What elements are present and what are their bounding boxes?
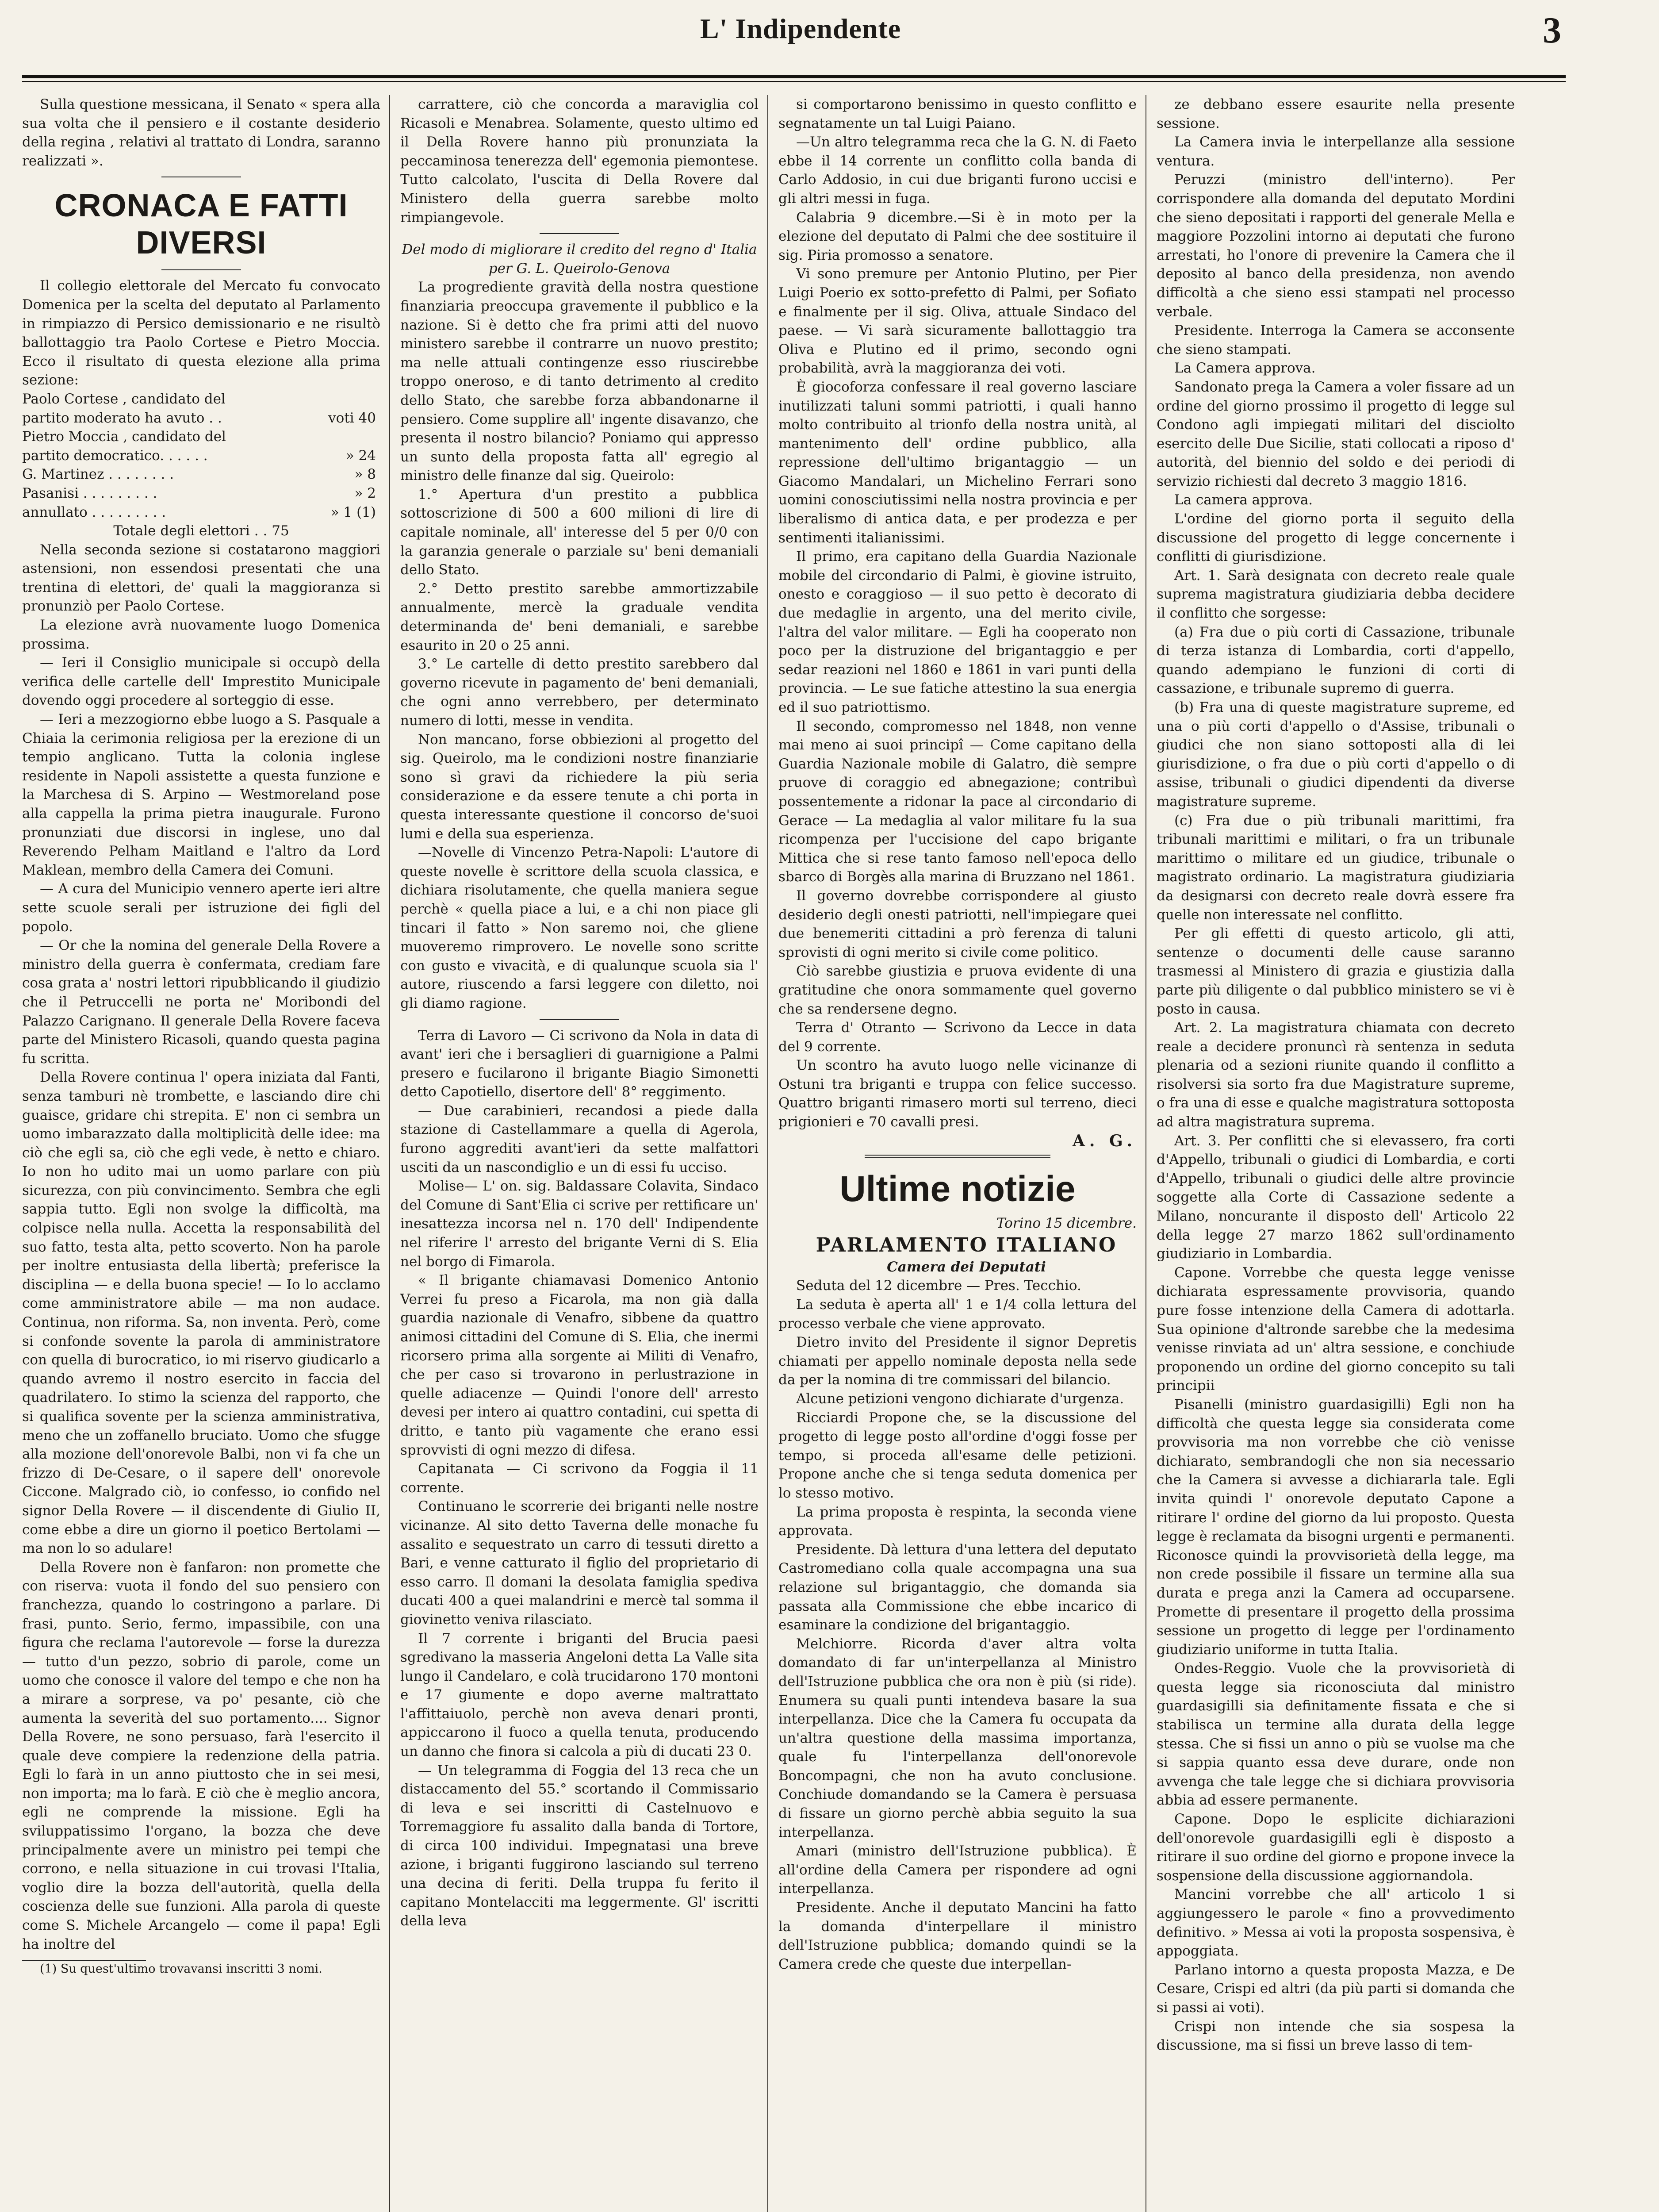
article-paragraph: (a) Fra due o più corti di Cassazione, tribunale di terza istanza di Lombardia, corti d'appello, quando adempiano le funzioni di corti di cassazione, e tribunale supremo di guerra.	[1157, 624, 1515, 697]
article-paragraph: Presidente. Anche il deputato Mancini ha fatto la domanda d'interpellare il ministro dell'Istruzione pubblica; domando quindi se la Camera crede che queste due interpellan-	[778, 1900, 1137, 1972]
page-number: 3	[1543, 10, 1561, 51]
article-paragraph: 1.° Apertura d'un prestito a pubblica sottoscrizione di 500 a 600 milioni di lire di capitale nominale, all' interesse del 5 per 0/0 con la garanzia generale o parziale su' beni demaniali dello Stato.	[400, 486, 759, 578]
article-paragraph: Della Rovere non è fanfaron: non promette che con riserva: vuota il fondo del suo pensiero con franchezza, quando lo costringono a parlare. Di frasi, punto. Serio, fermo, impassibile, con una figura che reclama l'autorevole — forse la durezza — tutto d'un pezzo, sobrio di parole, come un uomo che conosce il valore del tempo e che non ha a mirare a sorprese, va po' pesante, ciò che aumenta la severità del suo portamento.... Signor Della Rovere, ne sono persuaso, farà l'esercito il quale deve compiere la redenzione della patria. Egli lo farà in un anno piuttosto che in sei mesi, non importa; ma lo farà. E ciò che è meglio ancora, egli ne comprende la missione. Egli ha sviluppatissimo l'organo, la bozza che deve principalmente avere un ministro pei tempi che corrono, e nella situazione in cui trovasi l'Italia, voglio dire la bozza dell'autorità, quella della coscienza delle sue funzioni. Alla parola di queste come S. Michele Arcangelo — come il papa! Egli ha inoltre del	[22, 1559, 380, 1952]
article-paragraph: — Un telegramma di Foggia del 13 reca che un distaccamento del 55.° scortando il Commissario di leva e sei inscritti di Castelnuovo e Torremaggiore fu assalito dalla banda di Tortore, di circa 100 individui. Impegnatasi una breve azione, i briganti fuggirono lasciando sul terreno una decina di feriti. Della truppa fu ferito il capitano Montelacciti ma leggermente. Gl' iscritti della leva	[400, 1762, 759, 1929]
result-value	[307, 427, 380, 446]
divider	[540, 1019, 619, 1020]
article-paragraph: —Novelle di Vincenzo Petra-Napoli: L'autore di queste novelle è scrittore della scuola classica, e dichiara risolutamente, che quella maniera segue perchè « quella piace a lui, e a chi non piace gli tincari il fatto » Non saremo noi, che gliene muoveremo rimprovero. Le novelle sono scritte con gusto e vivacità, e di qualunque scuola sia l' autore, riuscendo a farsi leggere con diletto, noi gli diamo ragione.	[400, 845, 759, 1011]
article-paragraph: — Or che la nomina del generale Della Rovere a ministro della guerra è confermata, crediam fare cosa grata a' nostri lettori ripubblicando il giudizio che il Petruccelli ne porta ne' Moribondi del Palazzo Carignano. Il generale Della Rovere faceva parte del Ministero Ricasoli, quando questa pagina fu scritta.	[22, 937, 380, 1067]
column-3	[778, 95, 1137, 2212]
article-paragraph: Capone. Vorrebbe che questa legge venisse dichiarata espressamente provvisoria, quando pure fosse intenzione della Camera di adottarla. Sua opinione d'altronde sarebbe che la medesima venisse rinviata ad un' altra sessione, e conchiude proponendo un ordine del giorno concepito su tali principii	[1157, 1264, 1515, 1394]
column-4	[1157, 95, 1515, 2212]
divider	[865, 1155, 1050, 1158]
table-row	[22, 484, 380, 503]
article-paragraph: Alcune petizioni vengono dichiarate d'urgenza.	[796, 1391, 1124, 1407]
column-1	[22, 95, 380, 2212]
article-paragraph: Crispi non intende che sia sospesa la discussione, ma si fissi un breve lasso di tem-	[1157, 2018, 1515, 2054]
article-paragraph: Molise— L' on. sig. Baldassare Colavita, Sindaco del Comune di Sant'Elia ci scrive per rettificare un' inesattezza incorsa nel n. 170 dell' Indipendente nel riferire l' arresto del brigante Verni di S. Elia nel borgo di Fimarola.	[400, 1178, 759, 1270]
result-value	[307, 390, 380, 409]
article-paragraph: Non mancano, forse obbiezioni al progetto del sig. Queirolo, ma le condizioni nostre finanziarie sono sì gravi da richiedere la più seria considerazione e da essere tenute a chi porta in questa interessante questione il concorso de'suoi lumi e della sua esperienza.	[400, 731, 759, 842]
article-paragraph: si comportarono benissimo in questo conflitto e segnatamente un tal Luigi Paiano.	[778, 96, 1137, 131]
article-paragraph: La camera approva.	[1174, 492, 1313, 508]
result-value: » 1 (1)	[330, 504, 376, 520]
table-row	[22, 427, 380, 446]
result-value: » 8	[354, 466, 376, 483]
article-paragraph: (c) Fra due o più tribunali marittimi, fra tribunali marittimi e militari, o fra un tribunale marittimo o militare ed un giudice, tribunale o magistrato ordinario. La magistratura giudiziaria da designarsi con decreto reale dovrà essere fra quelle non interessate nel conflitto.	[1157, 812, 1515, 923]
article-paragraph: Parlano intorno a questa proposta Mazza, e De Cesare, Crispi ed altri (da più parti si domanda che si passi ai voti).	[1157, 1962, 1515, 2016]
article-paragraph: Peruzzi (ministro dell'interno). Per corrispondere alla domanda del deputato Mordini che sieno depositati i rapporti del generale Mella e maggiore Pozzolini intorno ai deputati che furono arrestati, ho l'onore di prevenire la Camera che il deposito al banco della presidenza, non avendo difficoltà a che sieno essi stampati nel processo verbale.	[1157, 172, 1515, 320]
article-paragraph: — Ieri a mezzogiorno ebbe luogo a S. Pasquale a Chiaia la cerimonia religiosa per la erezione di un tempio anglicano. Tutta la colonia inglese residente in Napoli assistette a questa funzione e la Marchesa di S. Arpino — Westmoreland pose alla cappella la prima pietra inaugurale. Furono pronunziati due discorsi in inglese, uno dal Reverendo Pelham Maitland e l'altro da Lord Maklean, membro della Camera dei Comuni.	[22, 711, 380, 878]
article-paragraph: La Camera approva.	[1174, 360, 1316, 376]
divider	[161, 269, 241, 270]
article-paragraph: Terra di Lavoro — Ci scrivono da Nola in data di avant' ieri che i bersaglieri di guarnigione a Palmi presero e fucilarono il brigante Biagio Simonetti detto Capotiello, disertore dell' 8° reggimento.	[400, 1027, 759, 1100]
article-paragraph: Capone. Dopo le esplicite dichiarazioni dell'onorevole guardasigilli egli è disposto a ritirare il suo ordine del giorno e propone invece la sospensione della discussione aggiornandola.	[1157, 1811, 1515, 1884]
article-paragraph: Pisanelli (ministro guardasigilli) Egli non ha difficoltà che questa legge sia considerata come provvisoria ma non vorrebbe che ciò venisse dichiarato, sembrandogli che non sia necessario che la Camera si avvesse a dichiararla tale. Egli invita quindi l' onorevole deputato Capone a ritirare l' ordine del giorno da lui proposto. Questa legge è reclamata da bisogni urgenti e permanenti. Riconosce quindi la provvisorietà della legge, ma non crede possibile il fissare un termine alla sua durata e prega anzi la Camera ad occuparsene. Promette di presentare il progetto della prossima sessione un progetto di legge per l'ordinamento giudiziario uniforme in tutta Italia.	[1157, 1396, 1515, 1658]
article-paragraph: Ciò sarebbe giustizia e pruova evidente di una gratitudine che onora sommamente quel governo che sa rendersene degno.	[778, 963, 1137, 1017]
article-paragraph: Presidente. Dà lettura d'una lettera del deputato Castromediano colla quale accompagna una sua relazione sul brigantaggio, che domanda sia passata alla Commissione che ebbe incarico di esaminare la condizione del brigantaggio.	[778, 1541, 1137, 1633]
article-paragraph: Il governo dovrebbe corrispondere al giusto desiderio degli onesti patriotti, nell'impiegare quei due benemeriti cittadini a prò ferenza di taluni sprovisti di ogni merito si civile come politico.	[778, 887, 1137, 960]
article-paragraph: carrattere, ciò che concorda a maraviglia col Ricasoli e Menabrea. Solamente, questo ultimo ed il Della Rovere hanno più pronunziata la peccaminosa tenerezza dell' egemonia piemontese. Tutto calcolato, l'uscita di Della Rovere dal Ministero della guerra sarebbe molto rimpiangevole.	[400, 96, 759, 226]
parliament-heading: PARLAMENTO ITALIANO	[816, 1233, 1117, 1256]
article-paragraph: Art. 1. Sarà designata con decreto reale quale suprema magistratura giudiziaria debba decidere il conflitto che sorgesse:	[1157, 567, 1515, 622]
article-paragraph: — A cura del Municipio vennero aperte ieri altre sette scuole serali per istruzione dei figli del popolo.	[22, 881, 380, 935]
article-paragraph: Amari (ministro dell'Istruzione pubblica). È all'ordine della Camera per rispondere ad ogni interpellanza.	[778, 1843, 1137, 1897]
article-paragraph: La elezione avrà nuovamente luogo Domenica prossima.	[22, 617, 380, 652]
result-value: » 2	[354, 485, 376, 501]
table-row	[22, 409, 380, 428]
article-paragraph: Melchiorre. Ricorda d'aver altra volta domandato di far un'interpellanza al Ministro dell'Istruzione pubblica che ora non è più (si ride). Enumera su quali punti intendeva basare la sua interpellanza. Dice che la Camera fu occupata da un'altra questione della massima importanza, quale fu l'interpellanza dell'onorevole Boncompagni, che non ha avuto conclusione. Conchiude domandando se la Camera è persuasa di fissare un giorno perchè abbia seguito la sua interpellanza.	[778, 1636, 1137, 1840]
article-paragraph: Art. 2. La magistratura chiamata con decreto reale a decidere pronuncì rà sentenza in seduta plenaria od a sezioni riunite quando il conflitto a risolversi sia sorto fra due Magistrature supreme, o fra una di esse e qualche magistratura sottoposta ad altra magistratura suprema.	[1157, 1020, 1515, 1130]
result-label: partito democratico. . . . . .	[22, 447, 208, 464]
article-paragraph: La seduta è aperta all' 1 e 1/4 colla lettura del processo verbale che viene approvato.	[778, 1297, 1137, 1332]
article-paragraph: Dietro invito del Presidente il signor Depretis chiamati per appello nominale deposta nella sede da per la nomina di tre commissari del bilancio.	[778, 1334, 1137, 1388]
article-paragraph: La progrediente gravità della nostra questione finanziaria preoccupa gravemente il pubblico e la nazione. Si è detto che fra primi atti del nuovo ministero sarebbe il contrarre un nuovo prestito; ma nelle attuali contingenze esso riuscirebbe troppo oneroso, e di tanto detrimento al credito dello Stato, che sarebbe forza abbandonarne il pensiero. Come supplire all' ingente disavanzo, che presenta il nostro bilancio? Poniamo qui appresso un sunto della proposta fatta all' egregio al ministro delle finanze dal sig. Queirolo:	[400, 279, 759, 484]
table-row	[22, 390, 380, 409]
newspaper-title: L' Indipendente	[700, 13, 901, 44]
article-paragraph: Il secondo, compromesso nel 1848, non venne mai meno ai suoi principî — Come capitano della Guardia Nazionale mobile di Galatro, diè sempre pruove di coraggio ed abnegazione; contribuì possentemente a ridonar la pace al circondario di Gerace — La medaglia al valor militare fu la sua ricompenza per l'uccisione del capo brigante Mittica che si rese tanto famoso nell'epoca dello sbarco di Borgès alla marina di Bruzzano nel 1861.	[778, 718, 1137, 885]
result-label: annullato . . . . . . . . .	[22, 504, 166, 520]
article-paragraph: Un scontro ha avuto luogo nelle vicinanze di Ostuni tra briganti e truppa con felice successo. Quattro briganti rimasero morti sul terreno, dieci prigionieri e 70 cavalli presi.	[778, 1057, 1137, 1130]
article-paragraph: ze debbano essere esaurite nella presente sessione.	[1157, 96, 1515, 131]
article-paragraph: Il collegio elettorale del Mercato fu convocato Domenica per la scelta del deputato al Parlamento in rimpiazzo di Persico demissionario e ne risultò ballottaggio tra Paolo Cortese e Pietro Moccia. Ecco il risultato di questa elezione alla prima sezione:	[22, 278, 380, 388]
section-headline: Ultime notizie	[839, 1169, 1076, 1210]
article-paragraph: Capitanata — Ci scrivono da Foggia il 11 corrente.	[400, 1461, 759, 1496]
article-paragraph: — Due carabinieri, recandosi a piede dalla stazione di Castellammare a quella di Agerola, furono aggrediti avant'ieri da sette malfattori usciti da un nascondiglio e un di essi fu ucciso.	[400, 1102, 759, 1175]
table-row	[22, 446, 380, 465]
article-paragraph: La prima proposta è respinta, la seconda viene approvata.	[778, 1504, 1137, 1539]
article-paragraph: (b) Fra una di queste magistrature supreme, ed una o più corti d'appello o d'Assise, tribunali o giudici che non siano sottoposti alla di lei giurisdizione, o fra due o più corti d'appello o di assise, tribunali o giudici dipendenti da diverse magistrature supreme.	[1157, 699, 1515, 810]
article-paragraph: Ondes-Reggio. Vuole che la provvisorietà di questa legge sia riconosciuta dal ministro guardasigilli sia definitamente fissata e che si stabilisca un termine alla durata della legge stessa. Che si fissi un anno o più se vuolse ma che si sappia quanto essa deve durare, onde non avvenga che tale legge che si dichiara provvisoria abbia ad essere permanente.	[1157, 1660, 1515, 1809]
article-paragraph: —Un altro telegramma reca che la G. N. di Faeto ebbe il 14 corrente un conflitto colla banda di Carlo Addosio, in cui due briganti furono uccisi e gli altri messi in fuga.	[778, 134, 1137, 207]
article-paragraph: Il primo, era capitano della Guardia Nazionale mobile del circondario di Palmi, è giovine istruito, onesto e coraggioso — il suo petto è decorato di due medaglie in argento, una del merito civile, l'altra del valor militare. — Egli ha cooperato non poco per la distruzione del brigantaggio e per sedar reazioni nel 1860 e 1861 in vari punti della provincia. — Le sue fatiche attestino la sua energia ed il suo patriottismo.	[778, 549, 1137, 715]
footnote: (1) Su quest'ultimo trovavansi inscritti 3 nomi.	[40, 1962, 322, 1976]
article-paragraph: Continuano le scorrerie dei briganti nelle nostre vicinanze. Al sito detto Taverna delle monache fu assalito e sequestrato un carro di tessuti diretto a Bari, e venne catturato il figlio del proprietario di esso carro. Il domani la desolata famiglia spediva ducati 400 a quei malandrini e mercè tal somma il giovinetto veniva rilasciato.	[400, 1498, 759, 1628]
article-paragraph: La Camera invia le interpellanze alla sessione ventura.	[1157, 134, 1515, 169]
article-paragraph: L'ordine del giorno porta il seguito della discussione del progetto di legge concernente i conflitti di giurisdizione.	[1157, 511, 1515, 565]
article-paragraph: Calabria 9 dicembre.—Si è in moto per la elezione del deputato di Palmi che dee sostituire il sig. Piria promosso a senatore.	[778, 209, 1137, 263]
article-paragraph: Seduta del 12 dicembre — Pres. Tecchio.	[796, 1278, 1081, 1294]
article-paragraph: Della Rovere continua l' opera iniziata dal Fanti, senza tamburi nè trombette, e lasciando dire chi guaisce, gridare chi strepita. E' non ci sembra un uomo imbarazzato dalla moltiplicità delle idee: ma ciò che egli sa, ciò che egli vede, è netto e chiaro. Io non ho udito mai un uomo parlare con più sicurezza, con più convincimento. Sembra che egli sappia tutto. Egli non svolge la difficoltà, ma colpisce nella nulla. Accetta la responsabilità del suo fatto, testa alta, petto scoverto. Non ha parole per inoltre entusiasta della libertà; preferisce la disciplina — e della buona specie! — Io lo acclamo come amministratore abile — ma non audace. Continua, non riforma. Sa, non inventa. Però, come si confonde sovente la parola di amministratore con quella di burocratico, io mi riservo giudicarlo a quando avremo il nostro esercito in faccia del quadrilatero. Io stimo la scienza del rapporto, che si qualifica sovente per la scienza amministrativa, meno che un zoffanello bruciato. Uomo che sfugge alla mozione dell'onorevole Balbi, non vi fa che un frizzo di De-Cesare, o il sapere dell' onorevole Ciccone. Malgrado ciò, io confesso, io confido nel signor Della Rovere — il discendente di Giulio II, come ebbe a dire un giorno il poetico Bertolami — ma non lo so adulare!	[22, 1069, 380, 1557]
dateline: Torino 15 dicembre.	[996, 1215, 1137, 1232]
article-paragraph: 2.° Detto prestito sarebbe ammortizzabile annualmente, mercè la graduale vendita determinanda de' beni demaniali, e sarebbe esaurito in 20 o 25 anni.	[400, 580, 759, 653]
divider	[540, 233, 619, 234]
result-label: Pasanisi . . . . . . . . .	[22, 485, 157, 501]
article-subheading: Del modo di migliorare il credito del regno d' Italia per G. L. Queirolo-Genova	[402, 242, 757, 276]
election-results-table	[22, 390, 380, 522]
article-paragraph: 3.° Le cartelle di detto prestito sarebbero dal governo ricevute in pagamento de' beni demaniali, che ogni anno verrebbero, per determinato numero di lotti, messe in vendita.	[400, 656, 759, 729]
article-paragraph: Mancini vorrebbe che all' articolo 1 si aggiungessero le parole « fino a provvedimento definitivo. » Messa ai voti la proposta sospensiva, è appoggiata.	[1157, 1886, 1515, 1959]
result-label: Paolo Cortese , candidato del	[22, 391, 226, 407]
column-2	[400, 95, 759, 2212]
article-paragraph: Sulla questione messicana, il Senato « spera alla sua volta che il pensiero e il costante desiderio della regina , relativi al trattato di Londra, saranno realizzati ».	[22, 96, 380, 169]
total-voters: Totale degli elettori . . 75	[113, 523, 289, 539]
section-headline: CRONACA E FATTI DIVERSI	[54, 188, 348, 261]
result-value: voti 40	[328, 410, 376, 426]
article-paragraph: Ricciardi Propone che, se la discussione del progetto di legge posto all'ordine d'oggi fosse per tempo, si proceda all'esame delle petizioni. Propone anche che si tenga seduta domenica per lo stesso motivo.	[778, 1409, 1137, 1501]
masthead	[31, 4, 1570, 70]
article-paragraph: Il 7 corrente i briganti del Brucia paesi sgredivano la masseria Angeloni detta La Valle sita lungo il Candelaro, e colà trucidarono 170 montoni e 17 giumente e dopo averne maltrattato l'affittaiuolo, perchè non aveva denari pronti, appiccarono il fuoco a quella tenuta, producendo un danno che finora si calcola a più di ducati 23 0.	[400, 1630, 759, 1760]
result-label: partito moderato ha avuto . .	[22, 410, 222, 426]
article-paragraph: Per gli effetti di questo articolo, gli atti, sentenze o documenti delle cause saranno trasmessi al Ministero di grazia e giustizia dalla parte più diligente o dal pubblico ministero se vi è posto in causa.	[1157, 926, 1515, 1017]
result-label: G. Martinez . . . . . . . .	[22, 466, 174, 483]
article-paragraph: Presidente. Interroga la Camera se acconsente che sieno stampati.	[1157, 323, 1515, 357]
article-paragraph: Vi sono premure per Antonio Plutino, per Pier Luigi Poerio ex sotto-prefetto di Palmi, per Sofiato e finalmente per il sig. Oliva, attuale Sindaco del paese. — Vi sarà sicuramente ballottaggio tra Oliva e Plutino ed il primo, secondo ogni probabilità, avrà la maggioranza dei voti.	[778, 266, 1137, 376]
author-signature: A. G.	[1073, 1131, 1137, 1150]
article-paragraph: — Ieri il Consiglio municipale si occupò della verifica delle cartelle dell' Imprestito Municipale dovendo oggi procedere al sorteggio di esse.	[22, 655, 380, 709]
article-paragraph: Sandonato prega la Camera a voler fissare ad un ordine del giorno prossimo il progetto di legge sul Condono agli impiegati militari del disciolto esercito delle Due Sicilie, stati collocati a riposo d' autorità, del biennio del soldo e dei periodi di servizio richiesti dal decreto 3 maggio 1816.	[1157, 379, 1515, 489]
article-paragraph: Terra d' Otranto — Scrivono da Lecce in data del 9 corrente.	[778, 1020, 1137, 1055]
chamber-heading: Camera dei Deputati	[887, 1259, 1046, 1275]
article-paragraph: Nella seconda sezione si costatarono maggiori astensioni, non essendosi presentati che una trentina di elettori, de' quali la maggioranza si pronunziò per Paolo Cortese.	[22, 541, 380, 614]
table-row	[22, 465, 380, 484]
masthead-rule	[22, 75, 1566, 82]
result-label: Pietro Moccia , candidato del	[22, 429, 226, 445]
article-paragraph: Art. 3. Per conflitti che si elevassero, fra corti d'Appello, tribunali o giudici di Lombardia, e corti d'Appello, tribunali o giudici delle altre provincie soggette alla Corte di Cassazione sedente a Milano, noncurante il disposto dell' Articolo 22 della legge 27 marzo 1862 sull'ordinamento giudiziario in Lombardia.	[1157, 1133, 1515, 1262]
column-separator	[767, 95, 768, 2212]
article-paragraph: È giocoforza confessare il real governo lasciare inutilizzati taluni sommi patriotti, i quali hanno molto contribuito al trionfo della nostra unità, al mantenimento dell' ordine pubblico, alla repressione dell'ultimo brigantaggio — un Giacomo Mandalari, un Michelino Ferrari sono uomini conosciutissimi nella nostra provincia e per liberalismo di antica data, e per prodezza e per sentimenti italianissimi.	[778, 379, 1137, 546]
result-value: » 24	[345, 447, 376, 464]
article-paragraph: « Il brigante chiamavasi Domenico Antonio Verrei fu preso a Ficarola, ma non già dalla guardia nazionale di Venafro, sibbene da quattro animosi cittadini del Comune di S. Elia, che inermi ricorsero prima alla sorgente ai Militi di Venafro, che per caso si trovarono in perlustrazione in quelle adiacenze — Quindi l'onore dell' arresto devesi per intero ai quattro contadini, cui spetta di dritto, e tanto più vagamente che erano essi sprovvisti di ogni mezzo di difesa.	[400, 1272, 759, 1458]
column-separator	[389, 95, 390, 2212]
table-row	[22, 503, 380, 522]
